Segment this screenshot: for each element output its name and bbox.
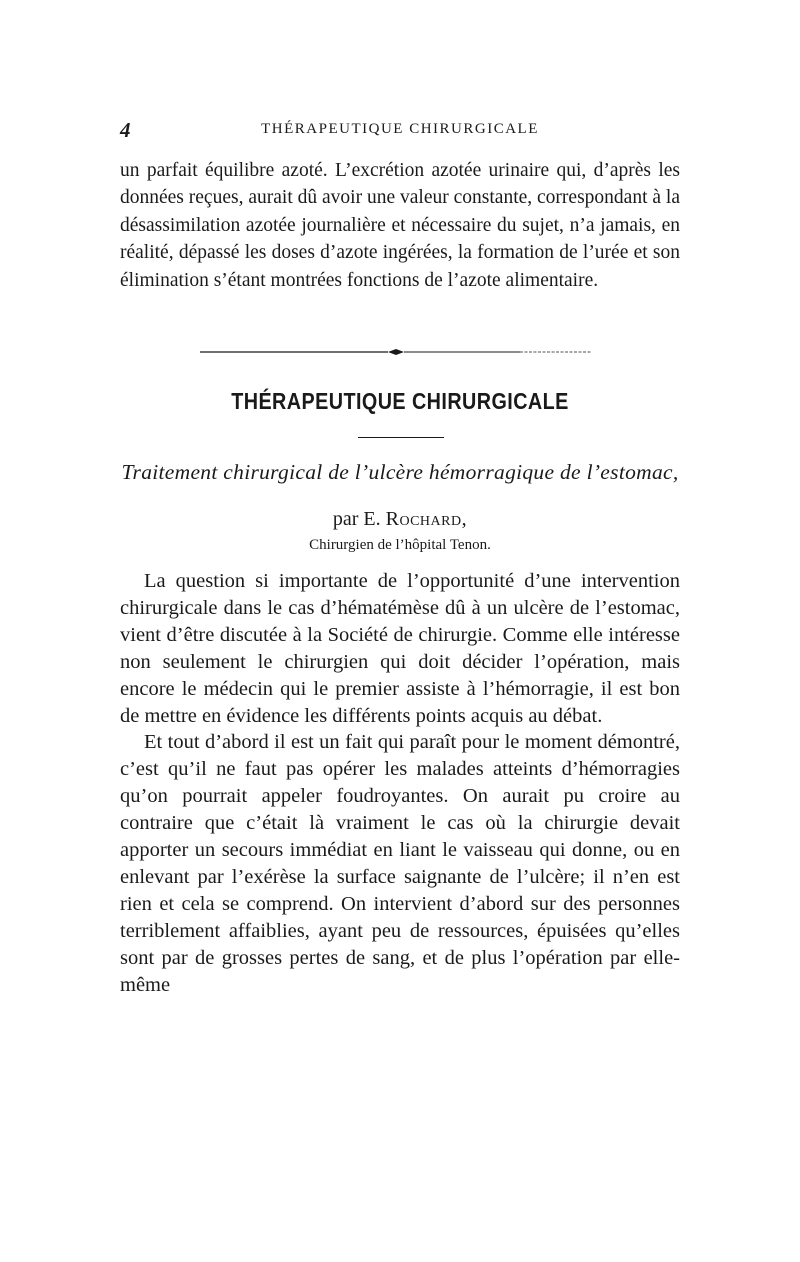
running-head-title: THÉRAPEUTIQUE CHIRURGICALE [261, 121, 539, 137]
running-head [120, 118, 680, 146]
intro-paragraph: un parfait équilibre azoté. L’excrétion azotée urinaire qui, d’après les données reçues, aurait dû avoir une valeur constante, correspondant à la désassimilation azotée journalière et nécessaire du sujet, n’a jamais, en réalité, dépassé les doses d’azote ingérées, la formation de l’urée et son élimination s’étant montrées fonctions de l’azote alimentaire. [120, 160, 680, 291]
author-affiliation: Chirurgien de l’hôpital Tenon. [309, 537, 491, 553]
byline [120, 508, 680, 531]
heading-rule [358, 437, 444, 438]
body-paragraph: Et tout d’abord il est un fait qui paraît pour le moment démontré, c’est qu’il ne faut pas opérer les malades atteints d’hémorragies qu’on pourrait appeler foudroyantes. On aurait pu croire au contraire que c’était là vraiment le cas où la chirurgie devait apporter un secours immédiat en liant le vaisseau qui donne, ou en enlevant par l’exérèse la surface saignante de l’ulcère; il n’en est rien et cela se comprend. On intervient d’abord sur des personnes terriblement affaiblies, ayant peu de ressources, épuisées qu’elles sont par de grosses pertes de sang, et de plus l’opération par elle-même [120, 731, 680, 996]
section-divider-ornament [200, 346, 592, 358]
article-title: Traitement chirurgical de l’ulcère hémorragique de l’estomac, [121, 460, 679, 484]
page-number: 4 [120, 118, 131, 142]
section-heading: THÉRAPEUTIQUE CHIRURGICALE [231, 388, 569, 414]
byline-prefix: par E. [332, 508, 381, 530]
body-paragraph: La question si importante de l’opportunité d’une intervention chirurgicale dans le cas d’hématémèse dû à un ulcère de l’estomac, vient d’être discutée à la Société de chirurgie. Comme elle intéresse non seulement le chirurgien qui doit décider l’opération, mais encore le médecin qui le premier assiste à l’hémorragie, il est bon de mettre en évidence les différents points acquis au débat. [120, 570, 680, 727]
article-body [120, 568, 680, 999]
author-name: Rochard, [385, 508, 468, 530]
